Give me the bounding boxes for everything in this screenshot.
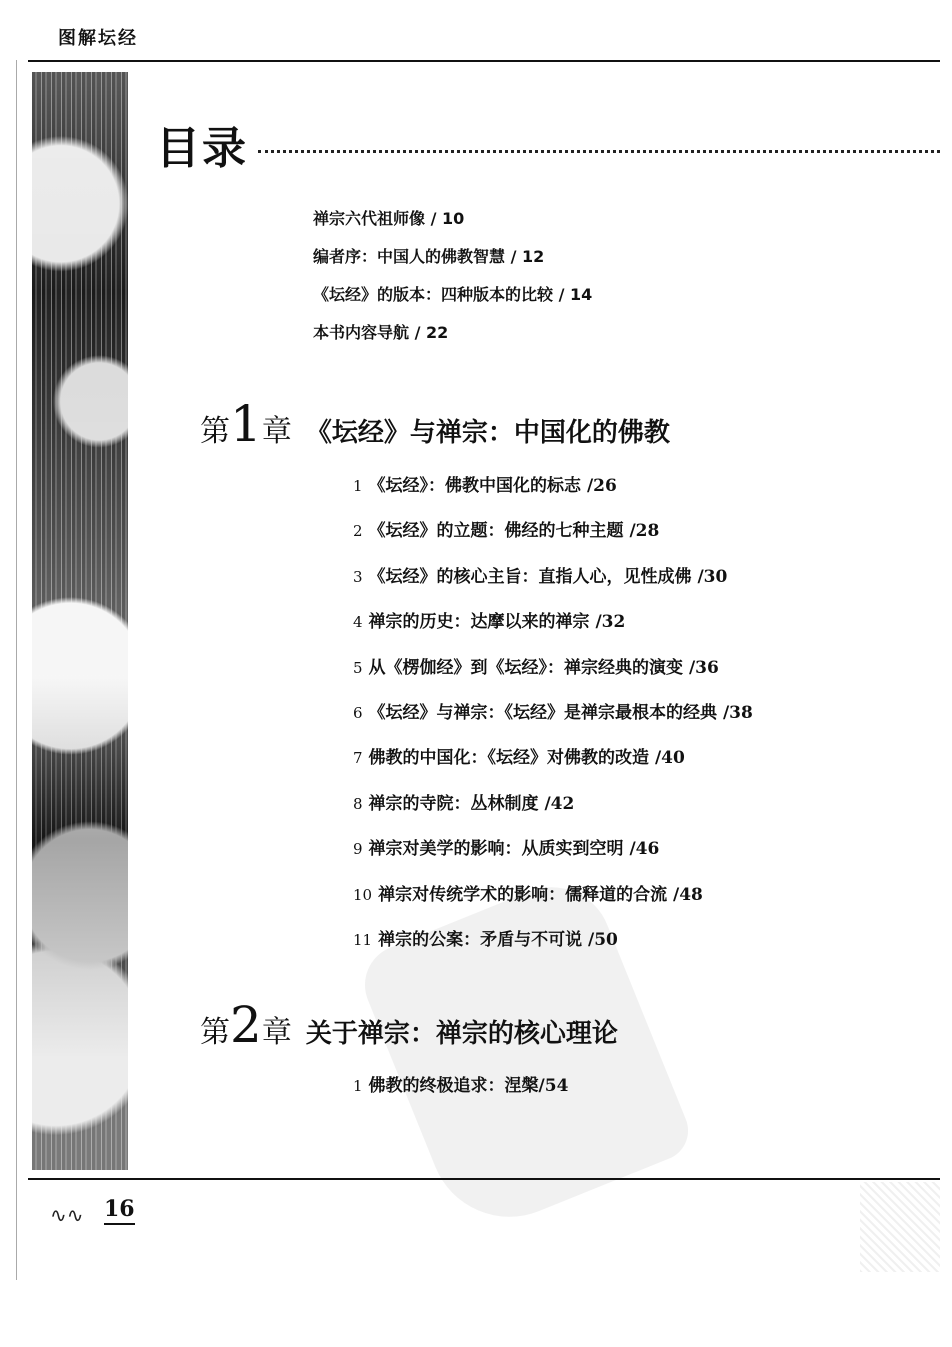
- section-number: 1: [353, 1077, 363, 1095]
- chapter-prefix: 第: [200, 1015, 230, 1050]
- section-title: 禅宗的历史：达摩以来的禅宗 /32: [368, 612, 626, 633]
- section-item[interactable]: [353, 701, 753, 746]
- page-edge-line: [16, 60, 17, 1280]
- chapter-suffix: 章: [261, 414, 292, 449]
- chapter-title: 关于禅宗：禅宗的核心理论: [305, 1019, 618, 1049]
- header-rule: [28, 60, 940, 62]
- section-title: 禅宗的公案：矛盾与不可说 /50: [378, 929, 618, 950]
- section-number: 8: [353, 794, 363, 813]
- cloud-ornament-icon: ∿∿: [50, 1203, 84, 1227]
- side-image-shading: [32, 72, 128, 1170]
- section-title: 禅宗对传统学术的影响：儒释道的合流 /48: [378, 884, 703, 905]
- chapter-number: 2: [230, 996, 262, 1054]
- section-title: 禅宗的寺院：丛林制度 /42: [368, 793, 575, 814]
- section-item[interactable]: [353, 1074, 568, 1119]
- section-number: 10: [353, 885, 373, 904]
- section-number: 1: [353, 477, 363, 495]
- front-matter-item[interactable]: 《坛经》的版本：四种版本的比较 / 14: [313, 285, 593, 304]
- section-item[interactable]: [353, 474, 753, 519]
- section-item[interactable]: [353, 928, 753, 973]
- footer-rule: [28, 1178, 940, 1180]
- section-item[interactable]: [353, 792, 753, 837]
- chapter-1-sections: [353, 474, 753, 973]
- section-title: 从《楞伽经》到《坛经》：禅宗经典的演变 /36: [368, 657, 719, 678]
- section-item[interactable]: [353, 519, 753, 564]
- front-matter-item[interactable]: 本书内容导航 / 22: [313, 323, 449, 342]
- scan-noise: [860, 1182, 940, 1272]
- toc-title: 目录: [156, 123, 248, 174]
- page-number: 16: [104, 1196, 135, 1225]
- section-title: 《坛经》的立题：佛经的七种主题 /28: [368, 521, 660, 542]
- chapter-title: 《坛经》与禅宗：中国化的佛教: [305, 418, 670, 448]
- section-title: 禅宗对美学的影响：从质实到空明 /46: [368, 839, 660, 860]
- section-item[interactable]: [353, 656, 753, 701]
- section-number: 4: [353, 613, 363, 632]
- chapter-suffix: 章: [261, 1015, 292, 1050]
- section-item[interactable]: [353, 883, 753, 928]
- section-title: 佛教的终极追求：涅槃/54: [368, 1076, 569, 1096]
- section-item[interactable]: [353, 565, 753, 610]
- book-header-title: 图解坛经: [58, 28, 138, 49]
- section-title: 《坛经》的核心主旨：直指人心，见性成佛 /30: [368, 566, 728, 587]
- section-number: 3: [353, 567, 363, 586]
- chapter-1-heading[interactable]: [200, 395, 670, 453]
- section-number: 7: [353, 749, 363, 768]
- chapter-2-sections: [353, 1074, 568, 1119]
- front-matter-item[interactable]: 编者序：中国人的佛教智慧 / 12: [313, 247, 545, 266]
- title-dotted-leader: [258, 150, 940, 153]
- section-title: 《坛经》：佛教中国化的标志 /26: [368, 476, 617, 496]
- section-item[interactable]: [353, 837, 753, 882]
- chapter-number: 1: [230, 395, 262, 453]
- section-title: 《坛经》与禅宗：《坛经》是禅宗最根本的经典 /38: [368, 702, 753, 723]
- front-matter-list: [313, 208, 592, 360]
- section-item[interactable]: [353, 610, 753, 655]
- section-number: 6: [353, 703, 363, 722]
- section-number: 11: [353, 930, 373, 949]
- section-item[interactable]: [353, 746, 753, 791]
- section-number: 9: [353, 840, 363, 859]
- section-number: 2: [353, 522, 363, 541]
- section-title: 佛教的中国化：《坛经》对佛教的改造 /40: [368, 748, 685, 769]
- chapter-prefix: 第: [200, 414, 230, 449]
- front-matter-item[interactable]: 禅宗六代祖师像 / 10: [313, 209, 465, 228]
- chapter-2-heading[interactable]: [200, 996, 618, 1054]
- section-number: 5: [353, 658, 363, 677]
